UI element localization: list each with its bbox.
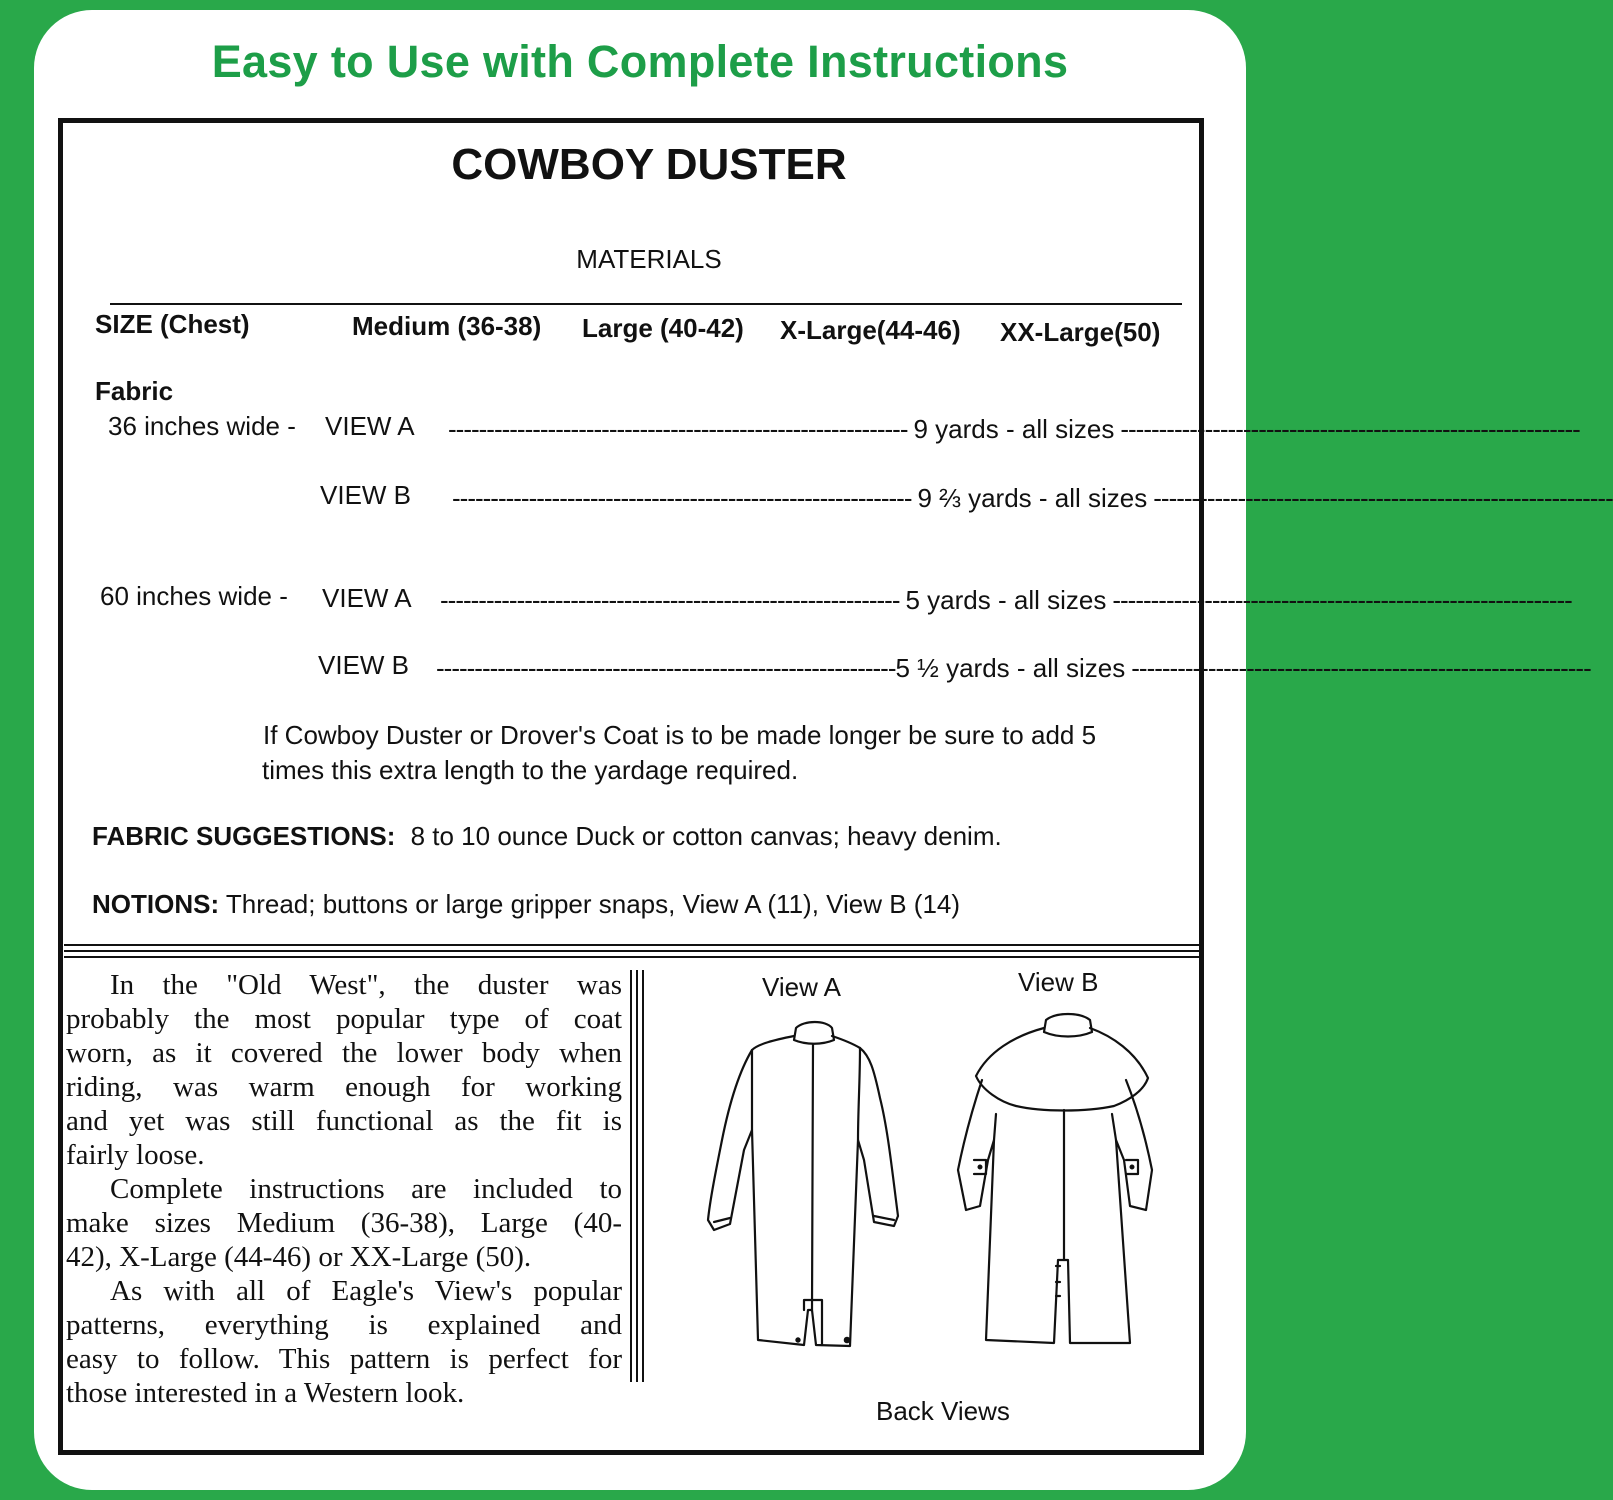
view-b-label: View B xyxy=(1018,967,1099,997)
description-line: those interested in a Western look. xyxy=(66,1377,465,1409)
size-xx-large: XX-Large(50) xyxy=(1000,317,1161,347)
fabric-row-36-b xyxy=(452,483,1613,514)
fabric-row-60-a xyxy=(440,585,1572,616)
pattern-title: COWBOY DUSTER xyxy=(451,140,847,189)
fabric-amount-60-b: 5 ½ yards - all sizes xyxy=(895,653,1126,683)
description-line: fairly loose. xyxy=(66,1139,205,1171)
materials-rule xyxy=(110,303,1182,305)
fabric-view-a-60: VIEW A xyxy=(322,583,412,613)
fabric-amount-36-a: 9 yards - all sizes xyxy=(913,414,1115,444)
fabric-heading: Fabric xyxy=(95,376,174,406)
description-line: patterns, everything is explained and xyxy=(66,1309,622,1341)
fabric-row-36-a xyxy=(448,414,1580,445)
size-large: Large (40-42) xyxy=(582,313,744,343)
section-rule xyxy=(64,944,1202,946)
description-line: make sizes Medium (36-38), Large (40- xyxy=(66,1207,622,1239)
description-line: Complete instructions are included to xyxy=(110,1173,622,1205)
leader-dashes: ------------------------------------------------------------ xyxy=(448,414,908,444)
fabric-suggestions xyxy=(92,821,1002,852)
leader-dashes: ------------------------------------------------------------ xyxy=(1131,653,1591,683)
description-line: and yet was still functional as the fit is xyxy=(66,1105,622,1137)
description-line: worn, as it covered the lower body when xyxy=(66,1037,622,1069)
length-note-line2: times this extra length to the yardage required. xyxy=(262,755,799,785)
size-medium: Medium (36-38) xyxy=(352,311,542,341)
fabric-row-60-b xyxy=(436,653,1591,684)
leader-dashes: ------------------------------------------------------------ xyxy=(1120,414,1580,444)
description-text xyxy=(66,968,622,1410)
fabric-width-60: 60 inches wide - xyxy=(100,581,288,611)
leader-dashes: ------------------------------------------------------------ xyxy=(1153,483,1613,513)
fabric-suggestions-text: 8 to 10 ounce Duck or cotton canvas; heavy denim. xyxy=(410,821,1002,851)
description-line: probably the most popular type of coat xyxy=(66,1003,622,1035)
leader-dashes: ------------------------------------------------------------ xyxy=(1112,585,1572,615)
fabric-view-a-36: VIEW A xyxy=(325,411,415,441)
column-divider xyxy=(636,970,638,1382)
length-note-line1: If Cowboy Duster or Drover's Coat is to be made longer be sure to add 5 xyxy=(263,720,1097,750)
fabric-view-b-60: VIEW B xyxy=(318,650,410,680)
fabric-width-36: 36 inches wide - xyxy=(108,411,296,441)
coat-view-b-illustration xyxy=(952,1010,1162,1350)
section-rule xyxy=(64,950,1202,952)
fabric-amount-60-a: 5 yards - all sizes xyxy=(905,585,1107,615)
column-divider xyxy=(630,970,632,1382)
description-line: As with all of Eagle's View's popular xyxy=(110,1275,622,1307)
notions xyxy=(92,889,960,920)
section-rule xyxy=(64,956,1202,958)
view-a-label: View A xyxy=(762,972,842,1002)
description-line: In the "Old West", the duster was xyxy=(110,969,622,1001)
fabric-suggestions-label: FABRIC SUGGESTIONS: xyxy=(92,821,396,851)
description-line: easy to follow. This pattern is perfect for xyxy=(66,1343,622,1375)
column-divider xyxy=(642,970,644,1382)
leader-dashes: ------------------------------------------------------------ xyxy=(452,483,912,513)
fabric-amount-36-b: 9 ⅔ yards - all sizes xyxy=(917,483,1148,513)
size-label: SIZE (Chest) xyxy=(95,309,250,339)
leader-dashes: ------------------------------------------------------------ xyxy=(440,585,900,615)
fabric-view-b-36: VIEW B xyxy=(320,480,412,510)
back-views-caption: Back Views xyxy=(876,1396,1010,1426)
materials-heading: MATERIALS xyxy=(576,244,722,274)
notions-label: NOTIONS: xyxy=(92,889,220,919)
banner-heading: Easy to Use with Complete Instructions xyxy=(211,36,1069,87)
size-x-large: X-Large(44-46) xyxy=(780,315,961,345)
description-line: riding, was warm enough for working xyxy=(66,1071,622,1103)
coat-view-a-illustration xyxy=(700,1010,910,1355)
notions-text: Thread; buttons or large gripper snaps, View A (11), View B (14) xyxy=(225,889,961,919)
leader-dashes: ------------------------------------------------------------ xyxy=(436,653,896,683)
description-line: 42), X-Large (44-46) or XX-Large (50). xyxy=(66,1241,532,1273)
